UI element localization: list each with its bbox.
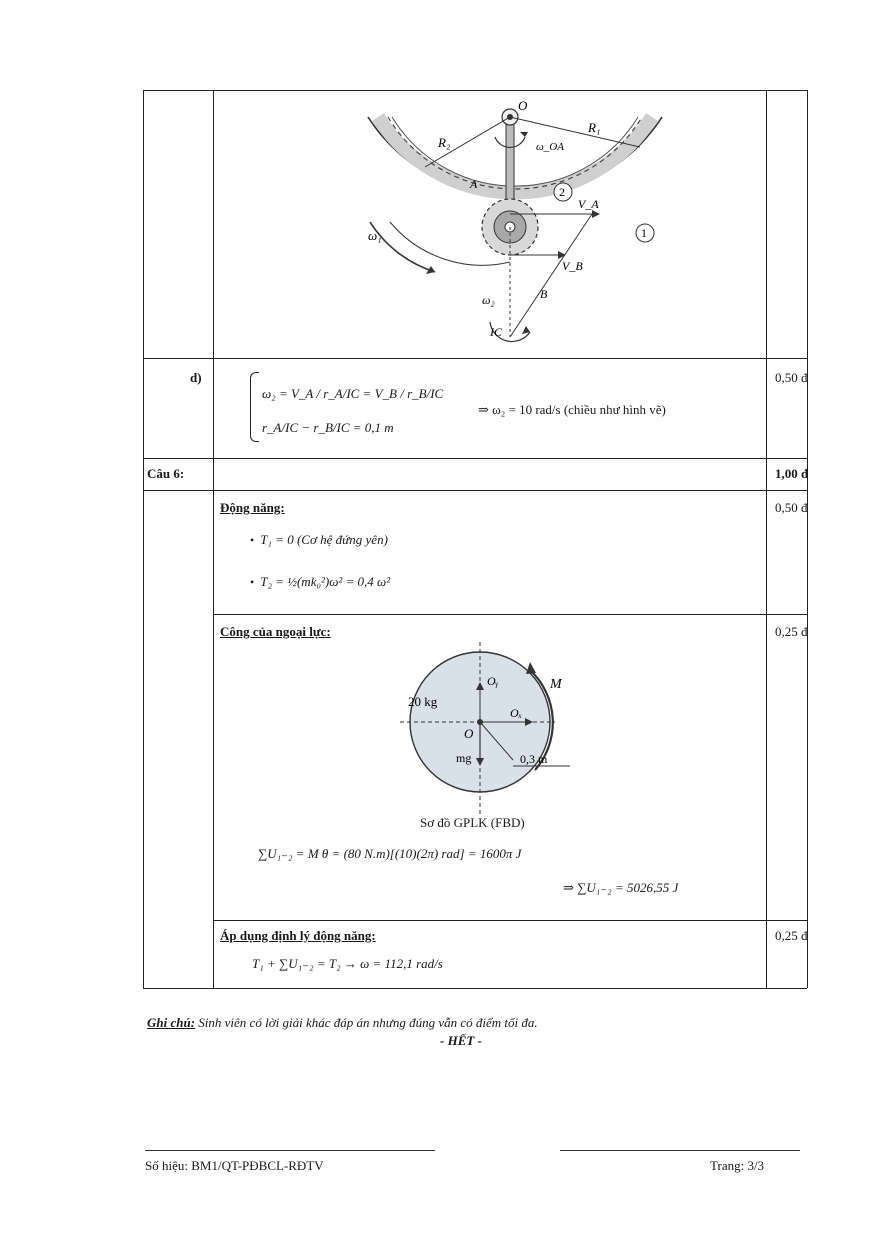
row-d-label: d)	[190, 370, 202, 385]
fbd-mass-label: 20 kg	[408, 694, 438, 709]
dong-nang-item-2	[250, 574, 390, 590]
gear-label-vb: V_B	[562, 259, 583, 273]
bullet-icon: •	[250, 575, 255, 589]
cau-6-score: 1,00 đ	[775, 466, 809, 481]
table-top-border	[143, 90, 807, 91]
footer-page: Trang: 3/3	[710, 1158, 765, 1173]
table-bottom-border	[143, 988, 807, 989]
fbd-ox-label: Oₓ	[510, 706, 523, 720]
row-divider	[213, 920, 807, 921]
row-divider	[143, 358, 807, 359]
row-d-result: ⇒ ω₂ = 10 rad/s (chiều như hình vẽ)	[478, 402, 666, 417]
gear-label-r1: R₁	[588, 120, 601, 135]
row-d-eq1: ω₂ = V_A / r_A/IC = V_B / r_B/IC	[262, 386, 444, 401]
fbd-moment-label: M	[550, 677, 562, 692]
cong-heading: Công của ngoại lực:	[220, 624, 331, 639]
dinh-ly-heading: Áp dụng định lý động năng:	[220, 928, 376, 943]
dinh-ly-score: 0,25 đ	[775, 928, 808, 943]
end-marker: - HẾT -	[440, 1033, 482, 1048]
row-divider	[143, 458, 807, 459]
column-divider	[213, 90, 214, 988]
dong-nang-heading: Động năng:	[220, 500, 285, 515]
note-label: Ghi chú:	[147, 1015, 196, 1030]
gear-label-b: B	[540, 287, 548, 301]
footer-rule-left	[145, 1150, 435, 1151]
fbd-mg-label: mg	[456, 751, 472, 765]
row-d-eq2: r_A/IC − r_B/IC = 0,1 m	[262, 420, 394, 435]
cong-eq1: ∑U₁₋₂ = M θ = (80 N.m)[(10)(2π) rad] = 1600π J	[258, 846, 522, 861]
gear-label-o: O	[518, 98, 528, 113]
dong-nang-item-1	[250, 532, 388, 548]
row-divider	[143, 490, 807, 491]
cong-eq2: ⇒ ∑U₁₋₂ = 5026,55 J	[563, 880, 679, 895]
note	[147, 1015, 538, 1031]
gear-label-omega2: ω₂	[482, 293, 495, 307]
gear-label-2: 2	[559, 185, 565, 199]
gear-label-va: V_A	[578, 197, 599, 211]
fbd-caption: Sơ đồ GPLK (FBD)	[420, 815, 525, 830]
cau-6-label: Câu 6:	[147, 466, 185, 481]
table-left-border	[143, 90, 144, 988]
dong-nang-item-2-text: T₂ = ½(mk₀²)ω² = 0,4 ω²	[260, 574, 391, 589]
note-text: Sinh viên có lời giải khác đáp án nhưng đúng vẫn có điểm tối đa.	[198, 1015, 538, 1030]
row-d-score: 0,50 đ	[775, 370, 808, 385]
table-right-border	[807, 90, 808, 988]
gear-label-omega1: ω₁	[368, 228, 382, 243]
gear-label-r2: R₂	[438, 135, 451, 150]
dong-nang-score: 0,50 đ	[775, 500, 808, 515]
cong-score: 0,25 đ	[775, 624, 808, 639]
footer-rule-right	[560, 1150, 800, 1151]
gear-label-ic: IC	[490, 325, 502, 339]
bullet-icon: •	[250, 533, 255, 547]
fbd-figure	[380, 640, 610, 820]
gear-label-a: A	[470, 177, 478, 191]
row-divider	[213, 614, 807, 615]
dong-nang-item-1-text: T₁ = 0 (Cơ hệ đứng yên)	[260, 532, 388, 547]
dinh-ly-eq: T₁ + ∑U₁₋₂ = T₂ → ω = 112,1 rad/s	[252, 956, 443, 971]
fbd-radius-label: 0,3 m	[520, 752, 548, 766]
footer-doc-id: Số hiệu: BM1/QT-PĐBCL-RĐTV	[145, 1158, 324, 1173]
gear-label-omega-oa: ω_OA	[536, 141, 564, 153]
column-divider	[766, 90, 767, 988]
equation-brace	[250, 372, 259, 442]
fbd-o-label: O	[464, 726, 474, 741]
gear-label-1: 1	[641, 226, 647, 240]
fbd-oy-label: Oᵧ	[487, 674, 499, 688]
gear-mechanism-figure	[330, 92, 690, 357]
